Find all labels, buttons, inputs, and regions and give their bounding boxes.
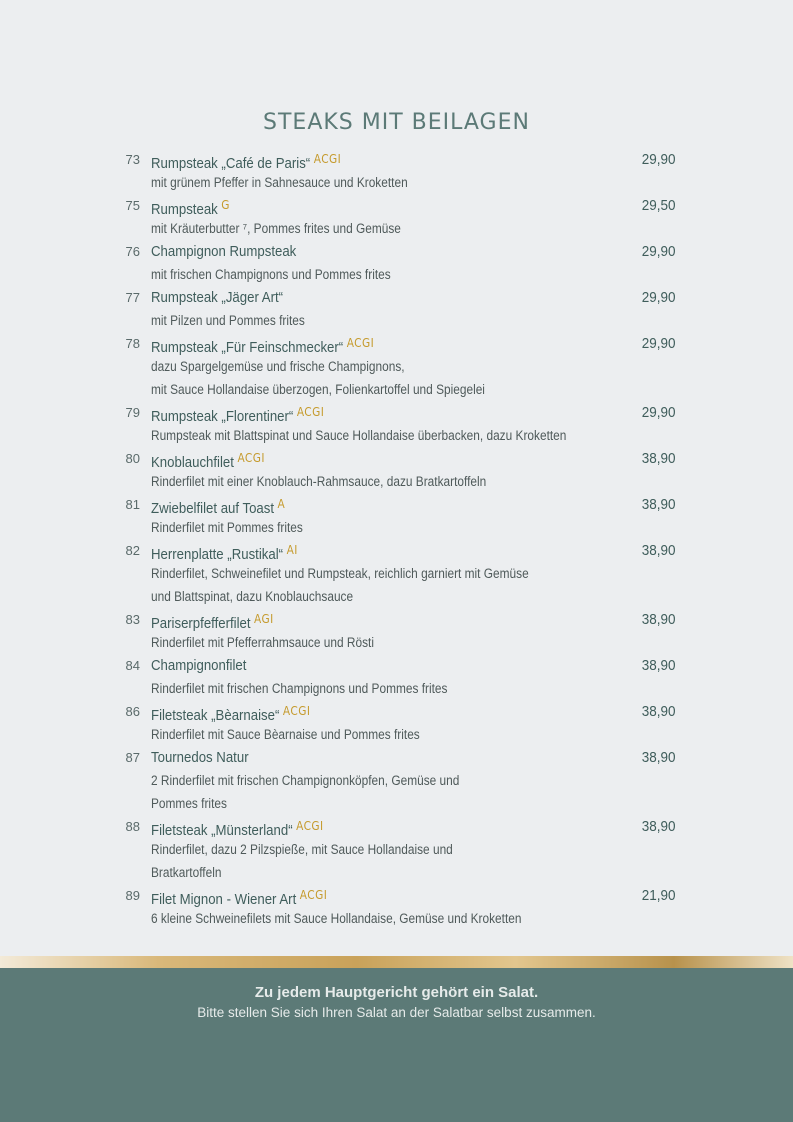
item-name-text: Champignonfilet bbox=[151, 657, 247, 674]
item-name bbox=[151, 746, 249, 769]
item-description: Rinderfilet mit Pfefferrahmsauce und Rösti bbox=[151, 635, 374, 650]
menu-item-row bbox=[0, 884, 793, 907]
item-name-text: Rumpsteak „Florentiner“ bbox=[151, 408, 294, 425]
item-price: 38,90 bbox=[642, 749, 676, 766]
item-name-text: Pariserpfefferfilet bbox=[151, 615, 251, 632]
item-description: und Blattspinat, dazu Knoblauchsauce bbox=[151, 589, 354, 604]
item-name-text: Knoblauchfilet bbox=[151, 454, 234, 471]
page-title: STEAKS MIT BEILAGEN bbox=[263, 110, 530, 135]
item-description: dazu Spargelgemüse und frische Champignons, bbox=[151, 359, 405, 374]
menu-item bbox=[0, 608, 793, 654]
item-description: mit Sauce Hollandaise überzogen, Folienkartoffel und Spiegelei bbox=[151, 382, 485, 397]
menu-item bbox=[0, 447, 793, 493]
menu-item bbox=[0, 815, 793, 884]
menu-item bbox=[0, 700, 793, 746]
item-number: 84 bbox=[125, 658, 140, 673]
item-number: 88 bbox=[125, 819, 140, 834]
menu-item bbox=[0, 286, 793, 332]
menu-item bbox=[0, 884, 793, 930]
menu-item bbox=[0, 332, 793, 401]
item-name-text: Filetsteak „Münsterland“ bbox=[151, 822, 293, 839]
item-price: 38,90 bbox=[642, 496, 676, 513]
item-name-text: Tournedos Natur bbox=[151, 749, 249, 766]
menu-item-row bbox=[0, 332, 793, 355]
item-name-text: Rumpsteak „Jäger Art“ bbox=[151, 289, 284, 306]
footer-note: Bitte stellen Sie sich Ihren Salat an der Salatbar selbst zusammen. bbox=[197, 1005, 596, 1020]
menu-item bbox=[0, 240, 793, 286]
allergen-codes: ACGI bbox=[296, 405, 325, 419]
item-description: Rinderfilet, dazu 2 Pilzspieße, mit Sauce Hollandaise und bbox=[151, 842, 453, 857]
menu-item-row bbox=[0, 700, 793, 723]
item-number: 89 bbox=[125, 888, 140, 903]
item-number: 81 bbox=[125, 497, 140, 512]
item-description: Rumpsteak mit Blattspinat und Sauce Hollandaise überbacken, dazu Kroketten bbox=[151, 428, 567, 443]
menu-item bbox=[0, 746, 793, 815]
item-name bbox=[151, 240, 296, 263]
menu-item-row bbox=[0, 240, 793, 263]
item-description: Rinderfilet mit einer Knoblauch-Rahmsauce, dazu Bratkartoffeln bbox=[151, 474, 487, 489]
item-description: Rinderfilet, Schweinefilet und Rumpsteak, reichlich garniert mit Gemüse bbox=[151, 566, 529, 581]
menu-item-row bbox=[0, 493, 793, 516]
item-name-text: Rumpsteak „Café de Paris“ bbox=[151, 155, 311, 172]
item-price: 21,90 bbox=[642, 887, 676, 904]
menu-item bbox=[0, 493, 793, 539]
item-description: Rinderfilet mit frischen Champignons und Pommes frites bbox=[151, 681, 448, 696]
item-price: 29,90 bbox=[642, 151, 676, 168]
item-number: 76 bbox=[125, 244, 140, 259]
item-price: 29,90 bbox=[642, 335, 676, 352]
item-name-text: Zwiebelfilet auf Toast bbox=[151, 500, 275, 517]
item-price: 38,90 bbox=[642, 542, 676, 559]
menu-item bbox=[0, 539, 793, 608]
allergen-codes: A bbox=[277, 497, 286, 511]
item-name-text: Champignon Rumpsteak bbox=[151, 243, 297, 260]
menu-item bbox=[0, 194, 793, 240]
menu-item-row bbox=[0, 539, 793, 562]
item-description: Rinderfilet mit Sauce Bèarnaise und Pommes frites bbox=[151, 727, 420, 742]
menu-item-row bbox=[0, 447, 793, 470]
item-number: 86 bbox=[125, 704, 140, 719]
item-description: mit grünem Pfeffer in Sahnesauce und Kroketten bbox=[151, 175, 408, 190]
item-description: Bratkartoffeln bbox=[151, 865, 222, 880]
item-number: 73 bbox=[125, 152, 140, 167]
item-number: 83 bbox=[125, 612, 140, 627]
menu-item-row bbox=[0, 746, 793, 769]
item-name-text: Herrenplatte „Rustikal“ bbox=[151, 546, 284, 563]
menu-item-row bbox=[0, 608, 793, 631]
item-number: 77 bbox=[125, 290, 140, 305]
allergen-codes: G bbox=[221, 198, 230, 212]
item-number: 80 bbox=[125, 451, 140, 466]
allergen-codes: ACGI bbox=[296, 819, 324, 833]
item-price: 38,90 bbox=[642, 611, 676, 628]
menu-list bbox=[0, 148, 793, 930]
menu-item-row bbox=[0, 401, 793, 424]
item-name-text: Filet Mignon - Wiener Art bbox=[151, 891, 297, 908]
menu-item-row bbox=[0, 148, 793, 171]
item-number: 87 bbox=[125, 750, 140, 765]
allergen-codes: ACGI bbox=[313, 152, 342, 166]
item-description: mit Pilzen und Pommes frites bbox=[151, 313, 305, 328]
menu-item bbox=[0, 401, 793, 447]
item-name bbox=[151, 286, 283, 309]
footer-headline: Zu jedem Hauptgericht gehört ein Salat. bbox=[254, 984, 539, 1001]
item-description: 6 kleine Schweinefilets mit Sauce Hollandaise, Gemüse und Kroketten bbox=[151, 911, 522, 926]
item-price: 38,90 bbox=[642, 703, 676, 720]
allergen-codes: ACGI bbox=[237, 451, 265, 465]
menu-item-row bbox=[0, 815, 793, 838]
gold-divider bbox=[0, 956, 793, 968]
item-name-text: Rumpsteak bbox=[151, 201, 218, 218]
item-description: Pommes frites bbox=[151, 796, 227, 811]
item-price: 38,90 bbox=[642, 657, 676, 674]
footer bbox=[0, 968, 793, 1122]
item-number: 82 bbox=[125, 543, 140, 558]
item-number: 79 bbox=[125, 405, 140, 420]
allergen-codes: AI bbox=[286, 543, 298, 557]
allergen-codes: ACGI bbox=[299, 888, 328, 902]
item-price: 38,90 bbox=[642, 450, 676, 467]
item-name bbox=[151, 654, 246, 677]
item-description: 2 Rinderfilet mit frischen Champignonköpfen, Gemüse und bbox=[151, 773, 460, 788]
item-description: mit Kräuterbutter ⁷, Pommes frites und Gemüse bbox=[151, 221, 401, 236]
menu-item-row bbox=[0, 286, 793, 309]
item-price: 29,50 bbox=[642, 197, 676, 214]
menu-item bbox=[0, 654, 793, 700]
allergen-codes: ACGI bbox=[282, 704, 311, 718]
item-description: Rinderfilet mit Pommes frites bbox=[151, 520, 303, 535]
allergen-codes: ACGI bbox=[346, 336, 375, 350]
item-price: 38,90 bbox=[642, 818, 676, 835]
menu-item bbox=[0, 148, 793, 194]
menu-item-row bbox=[0, 654, 793, 677]
item-name-text: Rumpsteak „Für Feinschmecker“ bbox=[151, 339, 344, 356]
menu-item-row bbox=[0, 194, 793, 217]
item-name-text: Filetsteak „Bèarnaise“ bbox=[151, 707, 280, 724]
item-price: 29,90 bbox=[642, 289, 676, 306]
item-price: 29,90 bbox=[642, 243, 676, 260]
item-number: 75 bbox=[125, 198, 140, 213]
allergen-codes: AGI bbox=[254, 612, 274, 626]
item-price: 29,90 bbox=[642, 404, 676, 421]
item-description: mit frischen Champignons und Pommes frites bbox=[151, 267, 391, 282]
item-number: 78 bbox=[125, 336, 140, 351]
